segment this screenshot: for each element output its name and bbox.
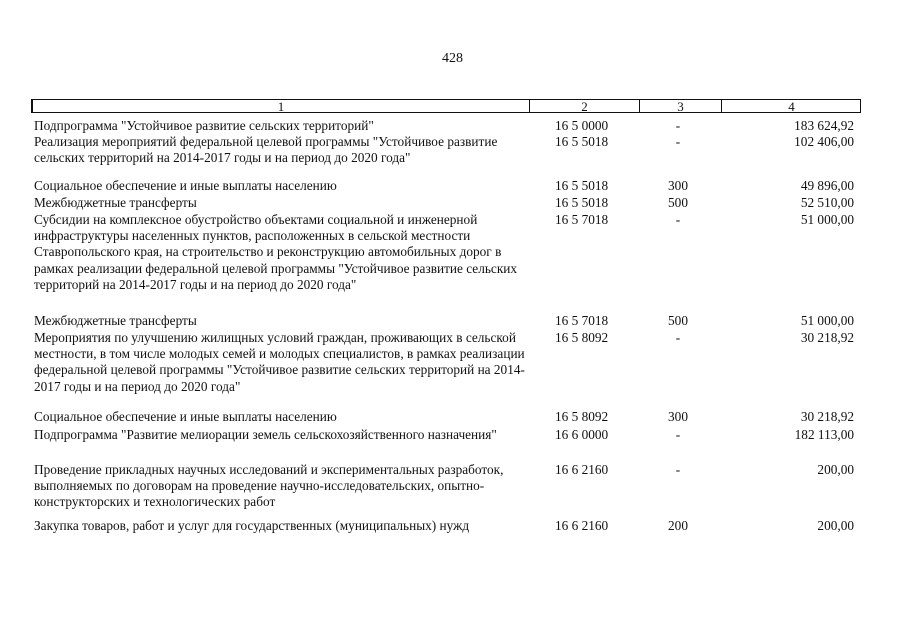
row-code: 16 5 5018 — [555, 178, 609, 193]
row-amount: 102 406,00 — [794, 134, 854, 149]
row-description: Реализация мероприятий федеральной целевой программы "Устойчивое развитие сельских территорий на 2014-2017 годы и на период до 2020 года" — [34, 134, 498, 166]
row-description: Социальное обеспечение и иные выплаты населению — [34, 178, 337, 193]
row-amount: 49 896,00 — [800, 178, 854, 193]
row-description: Межбюджетные трансферты — [34, 313, 197, 328]
row-expense-type: - — [675, 118, 681, 133]
row-description: Закупка товаров, работ и услуг для государственных (муниципальных) нужд — [34, 518, 470, 533]
row-expense-type: - — [675, 427, 681, 442]
row-description: Подпрограмма "Устойчивое развитие сельских территорий" — [34, 118, 374, 133]
row-amount: 51 000,00 — [800, 212, 854, 227]
row-amount: 51 000,00 — [800, 313, 854, 328]
row-code: 16 5 5018 — [555, 134, 609, 149]
row-code: 16 5 5018 — [555, 195, 609, 210]
row-amount: 52 510,00 — [800, 195, 854, 210]
row-expense-type: 300 — [668, 409, 688, 424]
row-code: 16 5 7018 — [555, 212, 609, 227]
table-header — [31, 99, 861, 113]
row-expense-type: - — [675, 462, 681, 477]
row-amount: 200,00 — [817, 518, 854, 533]
column-header-4: 4 — [788, 99, 795, 114]
row-expense-type: - — [675, 134, 681, 149]
row-code: 16 6 0000 — [555, 427, 609, 442]
row-amount: 200,00 — [817, 462, 854, 477]
column-header-1: 1 — [33, 100, 530, 112]
row-expense-type: - — [675, 212, 681, 227]
column-header-2: 2 — [530, 100, 640, 112]
row-description: Субсидии на комплексное обустройство объектами социальной и инженерной инфраструктуры населенных пунктов, расположенных в сельской местности Ставропольского края, на строительство и реконструкцию автомобильных дорог в рамках реализации федеральной целевой программы "Устойчивое развитие сельских территорий на 2014-2017 годы и на период до 2020 года" — [34, 212, 518, 292]
row-amount: 183 624,92 — [794, 118, 854, 133]
row-description: Проведение прикладных научных исследований и экспериментальных разработок, выполняемых по договорам на проведение научно-исследовательских, опытно-конструкторских и технологических работ — [34, 462, 504, 510]
row-amount: 30 218,92 — [800, 330, 854, 345]
row-code: 16 5 0000 — [555, 118, 609, 133]
row-code: 16 5 7018 — [555, 313, 609, 328]
column-header-3: 3 — [640, 100, 722, 112]
row-code: 16 6 2160 — [555, 518, 609, 533]
row-code: 16 5 8092 — [555, 409, 609, 424]
row-description: Мероприятия по улучшению жилищных условий граждан, проживающих в сельской местности, в том числе молодых семей и молодых специалистов, в рамках реализации федеральной целевой программы "Устойчивое развитие сельских территорий на 2014-2017 годы и на период до 2020 года" — [34, 330, 525, 394]
row-expense-type: 200 — [668, 518, 688, 533]
row-expense-type: - — [675, 330, 681, 345]
row-description: Социальное обеспечение и иные выплаты населению — [34, 409, 337, 424]
row-amount: 30 218,92 — [800, 409, 854, 424]
row-expense-type: 300 — [668, 178, 688, 193]
row-expense-type: 500 — [668, 313, 688, 328]
row-amount: 182 113,00 — [794, 427, 854, 442]
row-code: 16 6 2160 — [555, 462, 609, 477]
row-description: Подпрограмма "Развитие мелиорации земель сельскохозяйственного назначения" — [34, 427, 497, 442]
row-description: Межбюджетные трансферты — [34, 195, 197, 210]
page-number: 428 — [442, 51, 463, 66]
row-code: 16 5 8092 — [555, 330, 609, 345]
row-expense-type: 500 — [668, 195, 688, 210]
